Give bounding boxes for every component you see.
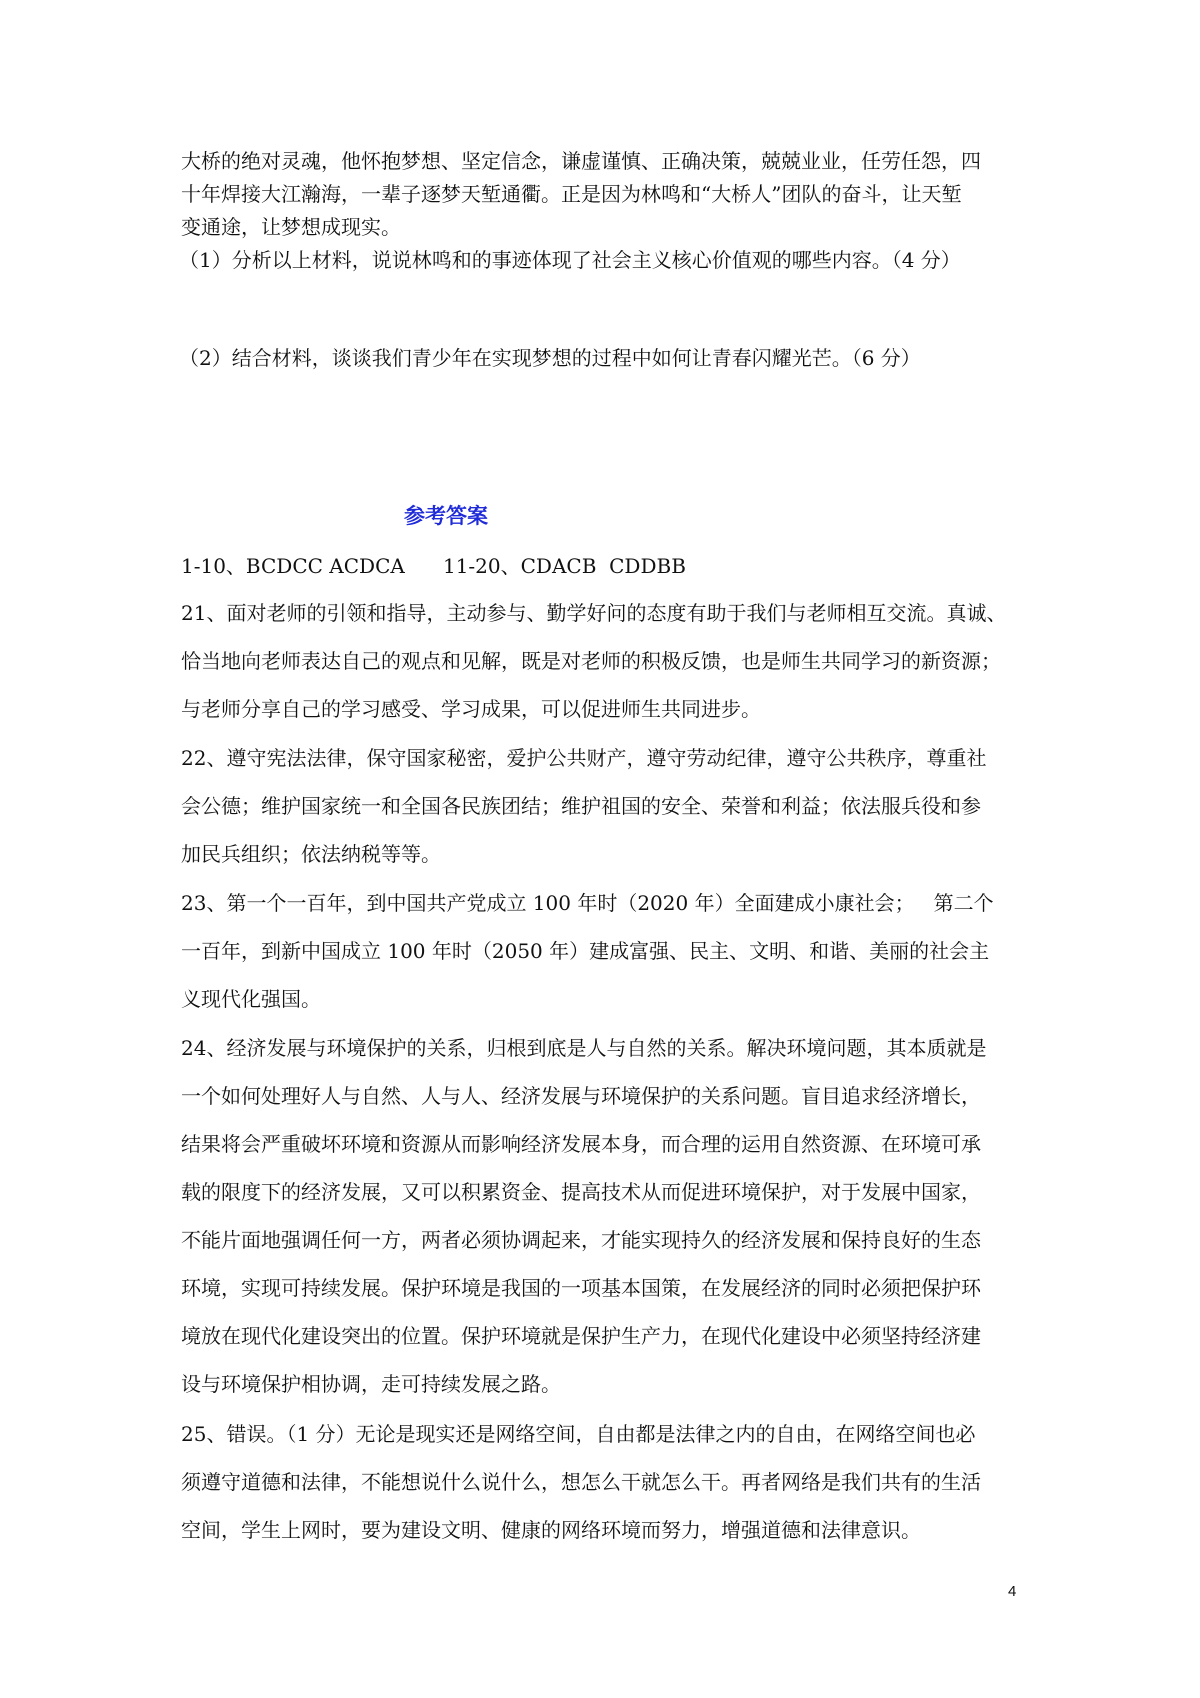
answer-line: 载的限度下的经济发展，又可以积累资金、提高技术从而促进环境保护，对于发展中国家， xyxy=(181,1180,981,1204)
answer-item-25 xyxy=(181,1410,1031,1554)
question-1-text: （1）分析以上材料，说说林鸣和的事迹体现了社会主义核心价值观的哪些内容。（4 分） xyxy=(179,248,961,272)
answer-line: 境放在现代化建设突出的位置。保护环境就是保护生产力，在现代化建设中必须坚持经济建 xyxy=(181,1324,981,1348)
answer-line: 与老师分享自己的学习感受、学习成果，可以促进师生共同进步。 xyxy=(181,697,761,721)
mc-answers: 1-10、BCDCC ACDCA 11-20、CDACB CDDBB xyxy=(181,554,686,578)
answer-line: 恰当地向老师表达自己的观点和见解，既是对老师的积极反馈，也是师生共同学习的新资源； xyxy=(181,649,1001,673)
answer-line: 25、错误。（1 分）无论是现实还是网络空间，自由都是法律之内的自由，在网络空间也必 xyxy=(181,1422,976,1446)
answer-item-23 xyxy=(181,879,1031,1023)
material-line: 十年焊接大江瀚海，一辈子逐梦天堑通衢。正是因为林鸣和“大桥人”团队的奋斗，让天堑 xyxy=(181,182,962,206)
answer-line: 21、面对老师的引领和指导，主动参与、勤学好问的态度有助于我们与老师相互交流。真诚、 xyxy=(181,601,1007,625)
answer-item-22 xyxy=(181,734,1031,878)
answer-line: 不能片面地强调任何一方，两者必须协调起来，才能实现持久的经济发展和保持良好的生态 xyxy=(181,1228,981,1252)
answer-line: 结果将会严重破坏环境和资源从而影响经济发展本身，而合理的运用自然资源、在环境可承 xyxy=(181,1132,981,1156)
material-line: 大桥的绝对灵魂，他怀抱梦想、坚定信念，谦虚谨慎、正确决策，兢兢业业，任劳任怨，四 xyxy=(181,149,981,173)
answer-line: 空间，学生上网时，要为建设文明、健康的网络环境而努力，增强道德和法律意识。 xyxy=(181,1518,921,1542)
material-line: 变通途，让梦想成现实。 xyxy=(181,215,401,239)
answer-line: 环境，实现可持续发展。保护环境是我国的一项基本国策，在发展经济的同时必须把保护环 xyxy=(181,1276,981,1300)
answer-line: 加民兵组织；依法纳税等等。 xyxy=(181,842,441,866)
material-paragraph xyxy=(181,145,1031,244)
answer-key-title: 参考答案 xyxy=(404,503,488,528)
answer-line: 一个如何处理好人与自然、人与人、经济发展与环境保护的关系问题。盲目追求经济增长， xyxy=(181,1084,981,1108)
answer-line: 22、遵守宪法法律，保守国家秘密，爱护公共财产，遵守劳动纪律，遵守公共秩序，尊重社 xyxy=(181,746,987,770)
question-2 xyxy=(179,342,1029,375)
answer-item-24 xyxy=(181,1024,1031,1408)
answer-line: 设与环境保护相协调，走可持续发展之路。 xyxy=(181,1372,561,1396)
answer-line: 义现代化强国。 xyxy=(181,987,321,1011)
question-2-text: （2）结合材料，谈谈我们青少年在实现梦想的过程中如何让青春闪耀光芒。（6 分） xyxy=(179,346,921,370)
answer-line: 须遵守道德和法律，不能想说什么说什么，想怎么干就怎么干。再者网络是我们共有的生活 xyxy=(181,1470,981,1494)
question-1 xyxy=(179,244,1029,277)
answer-line: 24、经济发展与环境保护的关系，归根到底是人与自然的关系。解决环境问题，其本质就是 xyxy=(181,1036,987,1060)
answer-line: 一百年，到新中国成立 100 年时（2050 年）建成富强、民主、文明、和谐、美丽的社会主 xyxy=(181,939,990,963)
page-number: 4 xyxy=(1008,1583,1017,1600)
answer-item-21 xyxy=(181,589,1031,733)
answer-line: 23、第一个一百年，到中国共产党成立 100 年时（2020 年）全面建成小康社会； 第二个 xyxy=(181,891,994,915)
answer-line: 会公德；维护国家统一和全国各民族团结；维护祖国的安全、荣誉和利益；依法服兵役和参 xyxy=(181,794,981,818)
